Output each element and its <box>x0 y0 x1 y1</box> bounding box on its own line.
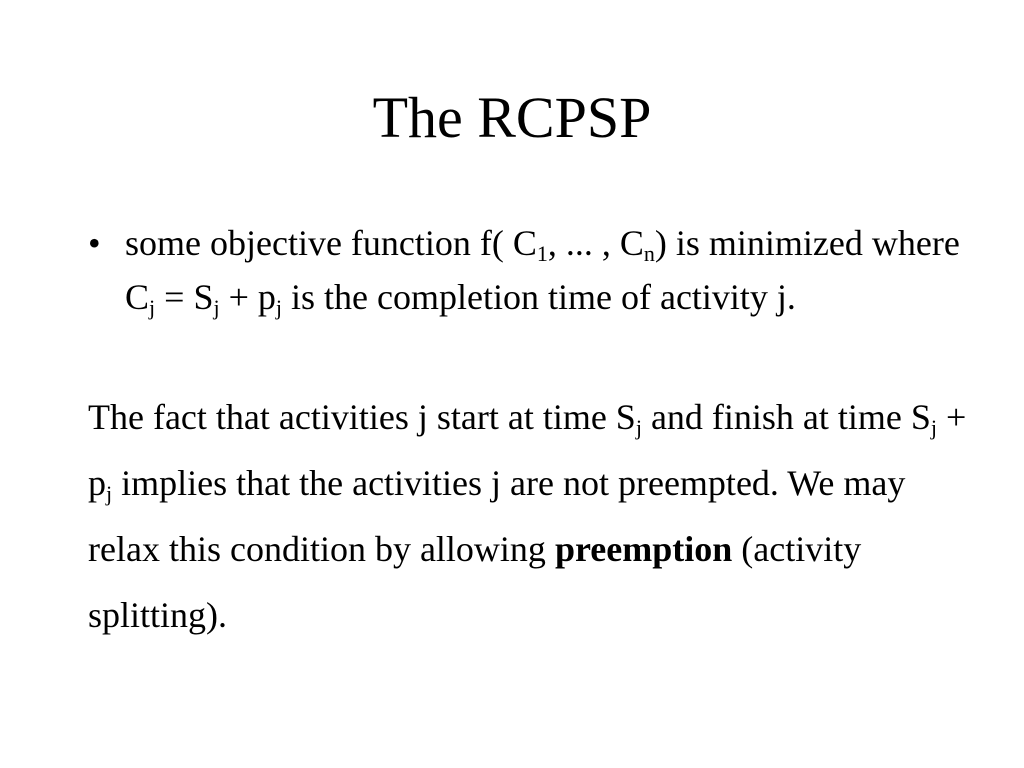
bullet-mark: • <box>88 223 101 263</box>
bullet-text: , ... , C <box>547 223 644 263</box>
paragraph-text: + p <box>88 397 967 503</box>
bullet-item <box>88 216 968 324</box>
bullet-text: some objective function f( C <box>125 223 537 263</box>
paragraph-text: and finish at time S <box>641 397 931 437</box>
subscript: j <box>635 415 642 440</box>
bullet-text: ) is minimized where C <box>125 223 960 317</box>
subscript: j <box>275 295 283 320</box>
slide-title: The RCPSP <box>372 85 652 150</box>
paragraph-text: implies that the activities j are not preempted. We may relax this condition by allowing <box>88 463 906 569</box>
body-paragraph <box>88 384 968 648</box>
bullet-text: + p <box>219 277 276 317</box>
paragraph-text: (activity splitting). <box>88 529 862 635</box>
subscript: j <box>106 481 113 506</box>
emphasis-term: preemption <box>554 529 733 569</box>
subscript: j <box>213 295 220 320</box>
paragraph-text: The fact that activities j start at time S <box>88 397 636 437</box>
subscript: n <box>643 241 655 266</box>
subscript: j <box>930 415 938 440</box>
bullet-text: = S <box>155 277 214 317</box>
bullet-list <box>88 216 968 324</box>
subscript: 1 <box>536 241 548 266</box>
subscript: j <box>149 295 156 320</box>
bullet-text: is the completion time of activity j. <box>282 277 796 317</box>
